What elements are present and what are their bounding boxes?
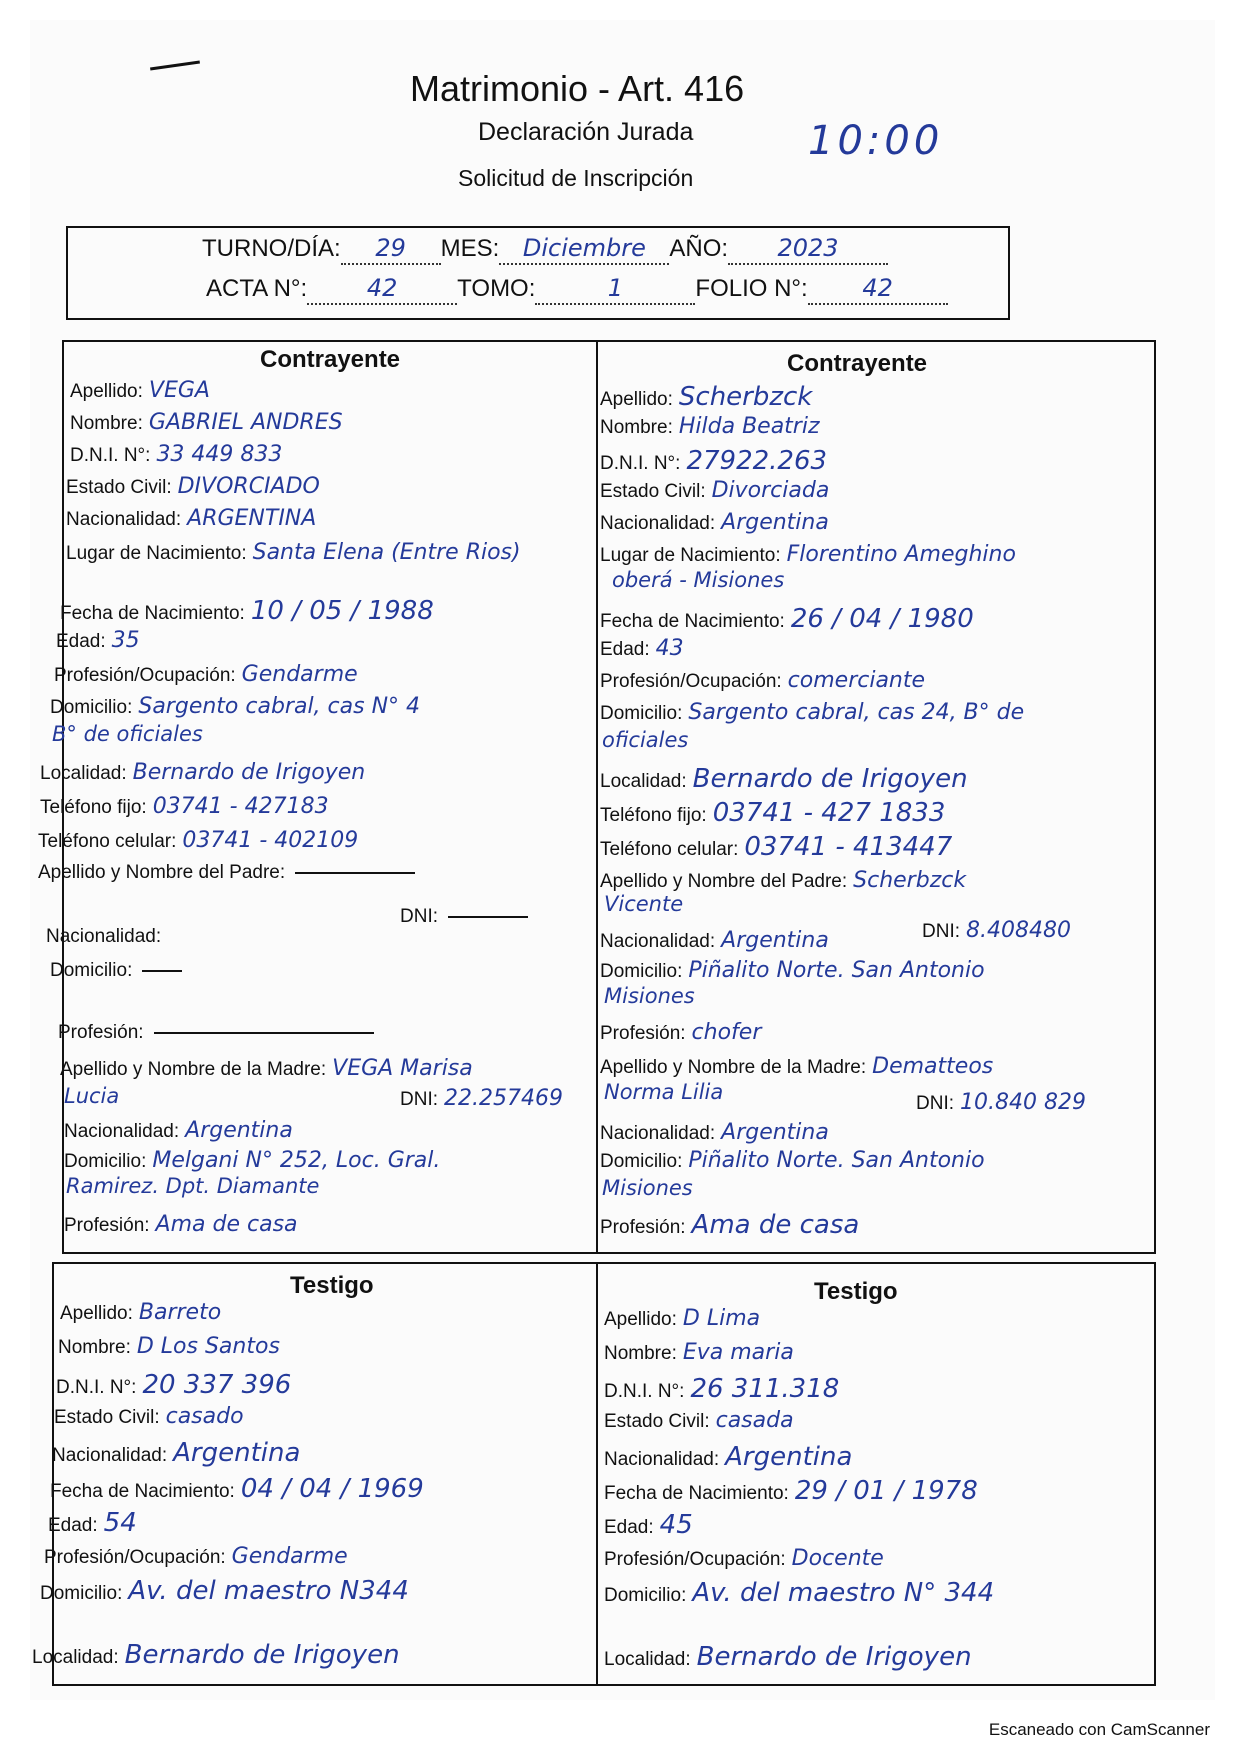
right-dni-value: 27922.263 xyxy=(686,446,828,476)
left-telefono-row xyxy=(40,794,329,819)
right-estado-row xyxy=(600,478,829,503)
left-localidad-row xyxy=(40,760,365,785)
t-right-domicilio-row xyxy=(604,1578,994,1608)
right-apellido-row xyxy=(600,382,812,412)
contrayente-left-heading: Contrayente xyxy=(260,346,401,373)
t-right-estado-label: Estado Civil: xyxy=(604,1411,710,1432)
left-nombre-row xyxy=(70,410,343,435)
left-celular-label: Teléfono celular: xyxy=(38,831,177,852)
t-left-profesion-label: Profesión/Ocupación: xyxy=(44,1547,226,1568)
t-left-edad-label: Edad: xyxy=(48,1515,98,1536)
left-localidad-value: Bernardo de Irigoyen xyxy=(132,760,366,785)
right-padre-dom-value-2: Misiones xyxy=(604,984,695,1008)
left-estado-label: Estado Civil: xyxy=(66,477,172,498)
anio-label: AÑO: xyxy=(669,235,729,262)
t-right-fecha-row xyxy=(604,1476,978,1506)
right-telefono-row xyxy=(600,798,945,828)
t-right-dni-row xyxy=(604,1374,839,1404)
right-nombre-row xyxy=(600,414,820,439)
right-profesion-value: comerciante xyxy=(787,668,926,693)
left-telefono-label: Teléfono fijo: xyxy=(40,797,147,818)
right-madre-prof-value: Ama de casa xyxy=(691,1210,860,1240)
acta-value: 42 xyxy=(366,274,398,302)
t-left-nombre-value: D Los Santos xyxy=(136,1334,280,1359)
right-madre-nac-row xyxy=(600,1120,829,1145)
tomo-value-field xyxy=(535,274,695,305)
left-edad-value: 35 xyxy=(111,628,140,653)
left-profesion-value: Gendarme xyxy=(241,662,358,687)
right-domicilio-value: Sargento cabral, cas 24, B° de xyxy=(688,700,1025,725)
right-padre-value-2: Vicente xyxy=(604,892,684,916)
t-left-localidad-value: Bernardo de Irigoyen xyxy=(124,1640,400,1670)
t-right-dni-value: 26 311.318 xyxy=(690,1374,840,1404)
left-padre-dom-blank xyxy=(142,970,182,972)
right-madre-dom-row xyxy=(600,1148,985,1173)
t-right-localidad-row xyxy=(604,1642,972,1672)
t-left-fecha-value: 04 / 04 / 1969 xyxy=(240,1474,424,1504)
right-madre-dom-value-2: Misiones xyxy=(602,1176,693,1200)
t-left-domicilio-value: Av. del maestro N344 xyxy=(128,1576,409,1606)
left-domicilio-row xyxy=(50,694,420,719)
left-celular-row xyxy=(38,828,358,853)
t-right-profesion-label: Profesión/Ocupación: xyxy=(604,1549,786,1570)
left-fecha-value: 10 / 05 / 1988 xyxy=(250,596,434,626)
t-left-dni-row xyxy=(56,1370,291,1400)
left-madre-nac-value: Argentina xyxy=(185,1118,293,1143)
t-left-dni-value: 20 337 396 xyxy=(142,1370,292,1400)
t-left-edad-row xyxy=(48,1508,137,1538)
t-right-nombre-label: Nombre: xyxy=(604,1343,677,1364)
right-padre-row xyxy=(600,868,966,893)
left-madre-dni-row xyxy=(400,1086,563,1111)
document-subtitle: Declaración Jurada xyxy=(478,118,694,146)
t-left-nombre-label: Nombre: xyxy=(58,1337,131,1358)
folio-value: 42 xyxy=(862,274,893,302)
mes-label: MES: xyxy=(440,235,500,262)
t-right-nacionalidad-label: Nacionalidad: xyxy=(604,1449,720,1470)
column-divider xyxy=(596,342,598,1252)
left-fecha-row xyxy=(60,596,434,626)
folio-label: FOLIO N°: xyxy=(695,275,808,302)
mes-value-field xyxy=(499,234,669,265)
mes-value: Diciembre xyxy=(522,234,646,262)
left-padre-prof-blank xyxy=(154,1032,374,1034)
right-madre-label: Apellido y Nombre de la Madre: xyxy=(600,1057,867,1078)
anio-value: 2023 xyxy=(777,234,839,262)
right-padre-prof-row xyxy=(600,1020,761,1045)
right-madre-nac-value: Argentina xyxy=(721,1120,829,1145)
t-right-edad-row xyxy=(604,1510,693,1540)
left-padre-blank xyxy=(295,872,415,874)
right-domicilio-row xyxy=(600,700,1024,725)
left-padre-dni-row xyxy=(400,906,528,928)
left-padre-row xyxy=(38,862,415,884)
left-fecha-label: Fecha de Nacimiento: xyxy=(60,603,245,624)
t-right-apellido-value: D Lima xyxy=(682,1306,761,1331)
right-dni-label: D.N.I. N°: xyxy=(600,453,681,474)
t-left-nacionalidad-value: Argentina xyxy=(173,1438,301,1468)
right-madre-row xyxy=(600,1054,993,1079)
t-left-nacionalidad-row xyxy=(52,1438,300,1468)
left-padre-label: Apellido y Nombre del Padre: xyxy=(38,862,286,883)
right-localidad-value: Bernardo de Irigoyen xyxy=(692,764,968,794)
right-edad-value: 43 xyxy=(655,636,684,661)
right-madre-dni-value: 10.840 829 xyxy=(960,1090,1086,1115)
t-left-profesion-row xyxy=(44,1544,348,1569)
turno-label: TURNO/DÍA: xyxy=(202,235,341,262)
testigo-right-heading: Testigo xyxy=(814,1278,898,1305)
left-lugar-row xyxy=(66,540,521,565)
t-right-edad-label: Edad: xyxy=(604,1517,654,1538)
right-padre-prof-label: Profesión: xyxy=(600,1023,686,1044)
tomo-label: TOMO: xyxy=(457,275,536,302)
right-padre-nac-label: Nacionalidad: xyxy=(600,931,716,952)
right-lugar-row xyxy=(600,542,1016,567)
left-madre-prof-row xyxy=(64,1212,298,1237)
left-madre-dni-value: 22.257469 xyxy=(444,1086,563,1111)
left-madre-dom-value-2: Ramirez. Dpt. Diamante xyxy=(66,1174,320,1198)
left-nacionalidad-row xyxy=(66,506,316,531)
t-right-nacionalidad-row xyxy=(604,1442,852,1472)
left-nacionalidad-label: Nacionalidad: xyxy=(66,509,182,530)
t-left-estado-value: casado xyxy=(165,1404,244,1429)
right-nacionalidad-label: Nacionalidad: xyxy=(600,513,716,534)
t-left-apellido-row xyxy=(60,1300,221,1325)
t-left-apellido-value: Barreto xyxy=(138,1300,222,1325)
left-edad-row xyxy=(56,628,140,653)
right-madre-value: Dematteos xyxy=(872,1054,994,1079)
t-right-fecha-value: 29 / 01 / 1978 xyxy=(794,1476,978,1506)
left-dni-row xyxy=(70,442,282,467)
left-apellido-value: VEGA xyxy=(148,378,210,403)
right-lugar-value: Florentino Ameghino xyxy=(786,542,1016,567)
right-localidad-row xyxy=(600,764,968,794)
left-profesion-label: Profesión/Ocupación: xyxy=(54,665,236,686)
right-celular-value: 03741 - 413447 xyxy=(744,832,953,862)
turno-line-2 xyxy=(206,274,948,305)
right-padre-dom-label: Domicilio: xyxy=(600,961,683,982)
left-madre-label: Apellido y Nombre de la Madre: xyxy=(60,1059,327,1080)
left-estado-row xyxy=(66,474,320,499)
left-edad-label: Edad: xyxy=(56,631,106,652)
right-domicilio-label: Domicilio: xyxy=(600,703,683,724)
t-right-dni-label: D.N.I. N°: xyxy=(604,1381,685,1402)
right-madre-dom-label: Domicilio: xyxy=(600,1151,683,1172)
anio-value-field xyxy=(728,234,888,265)
testigo-left-heading: Testigo xyxy=(290,1272,374,1299)
right-madre-dni-label: DNI: xyxy=(916,1093,954,1114)
left-dni-value: 33 449 833 xyxy=(156,442,283,467)
left-apellido-row xyxy=(70,378,210,403)
right-padre-dni-value: 8.408480 xyxy=(966,918,1071,943)
right-telefono-label: Teléfono fijo: xyxy=(600,805,707,826)
acta-label: ACTA N°: xyxy=(206,275,308,302)
left-madre-prof-label: Profesión: xyxy=(64,1215,150,1236)
right-profesion-row xyxy=(600,668,925,693)
right-nacionalidad-value: Argentina xyxy=(721,510,829,535)
t-right-nombre-value: Eva maria xyxy=(682,1340,794,1365)
right-madre-value-2: Norma Lilia xyxy=(604,1080,724,1104)
right-nombre-label: Nombre: xyxy=(600,417,673,438)
t-right-apellido-label: Apellido: xyxy=(604,1309,677,1330)
left-nacionalidad-value: ARGENTINA xyxy=(187,506,317,531)
document-subtitle-request: Solicitud de Inscripción xyxy=(458,165,694,191)
turno-value-field xyxy=(341,234,441,265)
right-padre-value: Scherbzck xyxy=(853,868,967,893)
scanner-watermark: Escaneado con CamScanner xyxy=(988,1720,1210,1739)
left-padre-dni-label: DNI: xyxy=(400,906,438,927)
right-madre-dom-value: Piñalito Norte. San Antonio xyxy=(688,1148,985,1173)
left-celular-value: 03741 - 402109 xyxy=(182,828,359,853)
left-domicilio-label: Domicilio: xyxy=(50,697,133,718)
right-padre-dni-row xyxy=(922,918,1071,943)
folio-value-field xyxy=(808,274,948,305)
left-dni-label: D.N.I. N°: xyxy=(70,445,151,466)
t-right-apellido-row xyxy=(604,1306,760,1331)
right-fecha-row xyxy=(600,604,974,634)
right-nacionalidad-row xyxy=(600,510,829,535)
t-left-fecha-label: Fecha de Nacimiento: xyxy=(50,1481,235,1502)
turno-line-1 xyxy=(202,234,888,265)
right-madre-prof-label: Profesión: xyxy=(600,1217,686,1238)
left-nombre-label: Nombre: xyxy=(70,413,143,434)
right-celular-row xyxy=(600,832,952,862)
t-left-fecha-row xyxy=(50,1474,424,1504)
t-right-edad-value: 45 xyxy=(659,1510,693,1540)
t-left-apellido-label: Apellido: xyxy=(60,1303,133,1324)
left-madre-prof-value: Ama de casa xyxy=(155,1212,298,1237)
left-nombre-value: GABRIEL ANDRES xyxy=(148,410,343,435)
t-right-localidad-value: Bernardo de Irigoyen xyxy=(696,1642,972,1672)
tomo-value: 1 xyxy=(607,274,624,302)
acta-value-field xyxy=(307,274,457,305)
right-padre-dom-value: Piñalito Norte. San Antonio xyxy=(688,958,985,983)
right-nombre-value: Hilda Beatriz xyxy=(678,414,820,439)
t-right-domicilio-label: Domicilio: xyxy=(604,1585,687,1606)
right-telefono-value: 03741 - 427 1833 xyxy=(712,798,946,828)
left-profesion-row xyxy=(54,662,358,687)
left-padre-prof-label: Profesión: xyxy=(58,1022,144,1043)
left-domicilio-value: Sargento cabral, cas N° 4 xyxy=(138,694,421,719)
right-dni-row xyxy=(600,446,827,476)
left-madre-dom-label: Domicilio: xyxy=(64,1151,147,1172)
left-madre-dom-value: Melgani N° 252, Loc. Gral. xyxy=(152,1148,441,1173)
contrayente-right-heading: Contrayente xyxy=(787,350,928,377)
right-apellido-label: Apellido: xyxy=(600,389,673,410)
left-madre-nac-row xyxy=(64,1118,293,1143)
right-padre-prof-value: chofer xyxy=(691,1020,762,1045)
right-padre-nac-value: Argentina xyxy=(721,928,829,953)
left-madre-row xyxy=(60,1056,473,1081)
handwritten-time: 10:00 xyxy=(808,118,944,164)
turno-box xyxy=(66,226,1010,320)
t-right-profesion-row xyxy=(604,1546,884,1571)
right-madre-nac-label: Nacionalidad: xyxy=(600,1123,716,1144)
left-madre-dom-row xyxy=(64,1148,440,1173)
testigo-column-divider xyxy=(596,1264,598,1684)
t-right-nombre-row xyxy=(604,1340,794,1365)
left-padre-nac-label: Nacionalidad: xyxy=(46,926,162,947)
left-localidad-label: Localidad: xyxy=(40,763,127,784)
t-right-profesion-value: Docente xyxy=(791,1546,884,1571)
right-edad-label: Edad: xyxy=(600,639,650,660)
right-apellido-value: Scherbzck xyxy=(678,382,813,412)
left-madre-nac-label: Nacionalidad: xyxy=(64,1121,180,1142)
t-right-estado-value: casada xyxy=(715,1408,794,1433)
t-left-profesion-value: Gendarme xyxy=(231,1544,348,1569)
t-left-domicilio-row xyxy=(40,1576,409,1606)
document-title: Matrimonio - Art. 416 xyxy=(410,68,745,109)
right-celular-label: Teléfono celular: xyxy=(600,839,739,860)
t-left-dni-label: D.N.I. N°: xyxy=(56,1377,137,1398)
left-madre-value: VEGA Marisa xyxy=(332,1056,473,1081)
left-padre-nac-row xyxy=(46,926,161,948)
right-lugar-label: Lugar de Nacimiento: xyxy=(600,545,781,566)
right-localidad-label: Localidad: xyxy=(600,771,687,792)
right-lugar-value-2: oberá - Misiones xyxy=(612,568,785,592)
right-padre-dni-label: DNI: xyxy=(922,921,960,942)
left-apellido-label: Apellido: xyxy=(70,381,143,402)
t-left-localidad-label: Localidad: xyxy=(32,1647,119,1668)
right-estado-value: Divorciada xyxy=(711,478,830,503)
left-madre-value-2: Lucia xyxy=(64,1084,120,1108)
right-edad-row xyxy=(600,636,684,661)
left-domicilio-value-2: B° de oficiales xyxy=(52,722,203,746)
right-estado-label: Estado Civil: xyxy=(600,481,706,502)
t-left-domicilio-label: Domicilio: xyxy=(40,1583,123,1604)
right-madre-prof-row xyxy=(600,1210,859,1240)
right-fecha-value: 26 / 04 / 1980 xyxy=(790,604,974,634)
left-padre-dom-label: Domicilio: xyxy=(50,960,133,981)
right-madre-dni-row xyxy=(916,1090,1086,1115)
right-padre-label: Apellido y Nombre del Padre: xyxy=(600,871,848,892)
t-left-estado-row xyxy=(54,1404,244,1429)
t-left-nacionalidad-label: Nacionalidad: xyxy=(52,1445,168,1466)
t-left-nombre-row xyxy=(58,1334,280,1359)
right-domicilio-value-2: oficiales xyxy=(602,728,689,752)
right-padre-dom-row xyxy=(600,958,985,983)
right-padre-nac-row xyxy=(600,928,829,953)
left-padre-dni-blank xyxy=(448,916,528,918)
left-estado-value: DIVORCIADO xyxy=(177,474,320,499)
left-telefono-value: 03741 - 427183 xyxy=(152,794,329,819)
t-left-localidad-row xyxy=(32,1640,400,1670)
left-lugar-value: Santa Elena (Entre Rios) xyxy=(252,540,521,565)
turno-value: 29 xyxy=(375,234,406,262)
t-right-estado-row xyxy=(604,1408,794,1433)
right-fecha-label: Fecha de Nacimiento: xyxy=(600,611,785,632)
t-left-edad-value: 54 xyxy=(103,1508,137,1538)
t-right-localidad-label: Localidad: xyxy=(604,1649,691,1670)
t-right-nacionalidad-value: Argentina xyxy=(725,1442,853,1472)
t-right-domicilio-value: Av. del maestro N° 344 xyxy=(692,1578,995,1608)
left-madre-dni-label: DNI: xyxy=(400,1089,438,1110)
t-left-estado-label: Estado Civil: xyxy=(54,1407,160,1428)
t-right-fecha-label: Fecha de Nacimiento: xyxy=(604,1483,789,1504)
left-padre-prof-row xyxy=(58,1022,374,1044)
left-lugar-label: Lugar de Nacimiento: xyxy=(66,543,247,564)
right-profesion-label: Profesión/Ocupación: xyxy=(600,671,782,692)
left-padre-dom-row xyxy=(50,960,182,982)
